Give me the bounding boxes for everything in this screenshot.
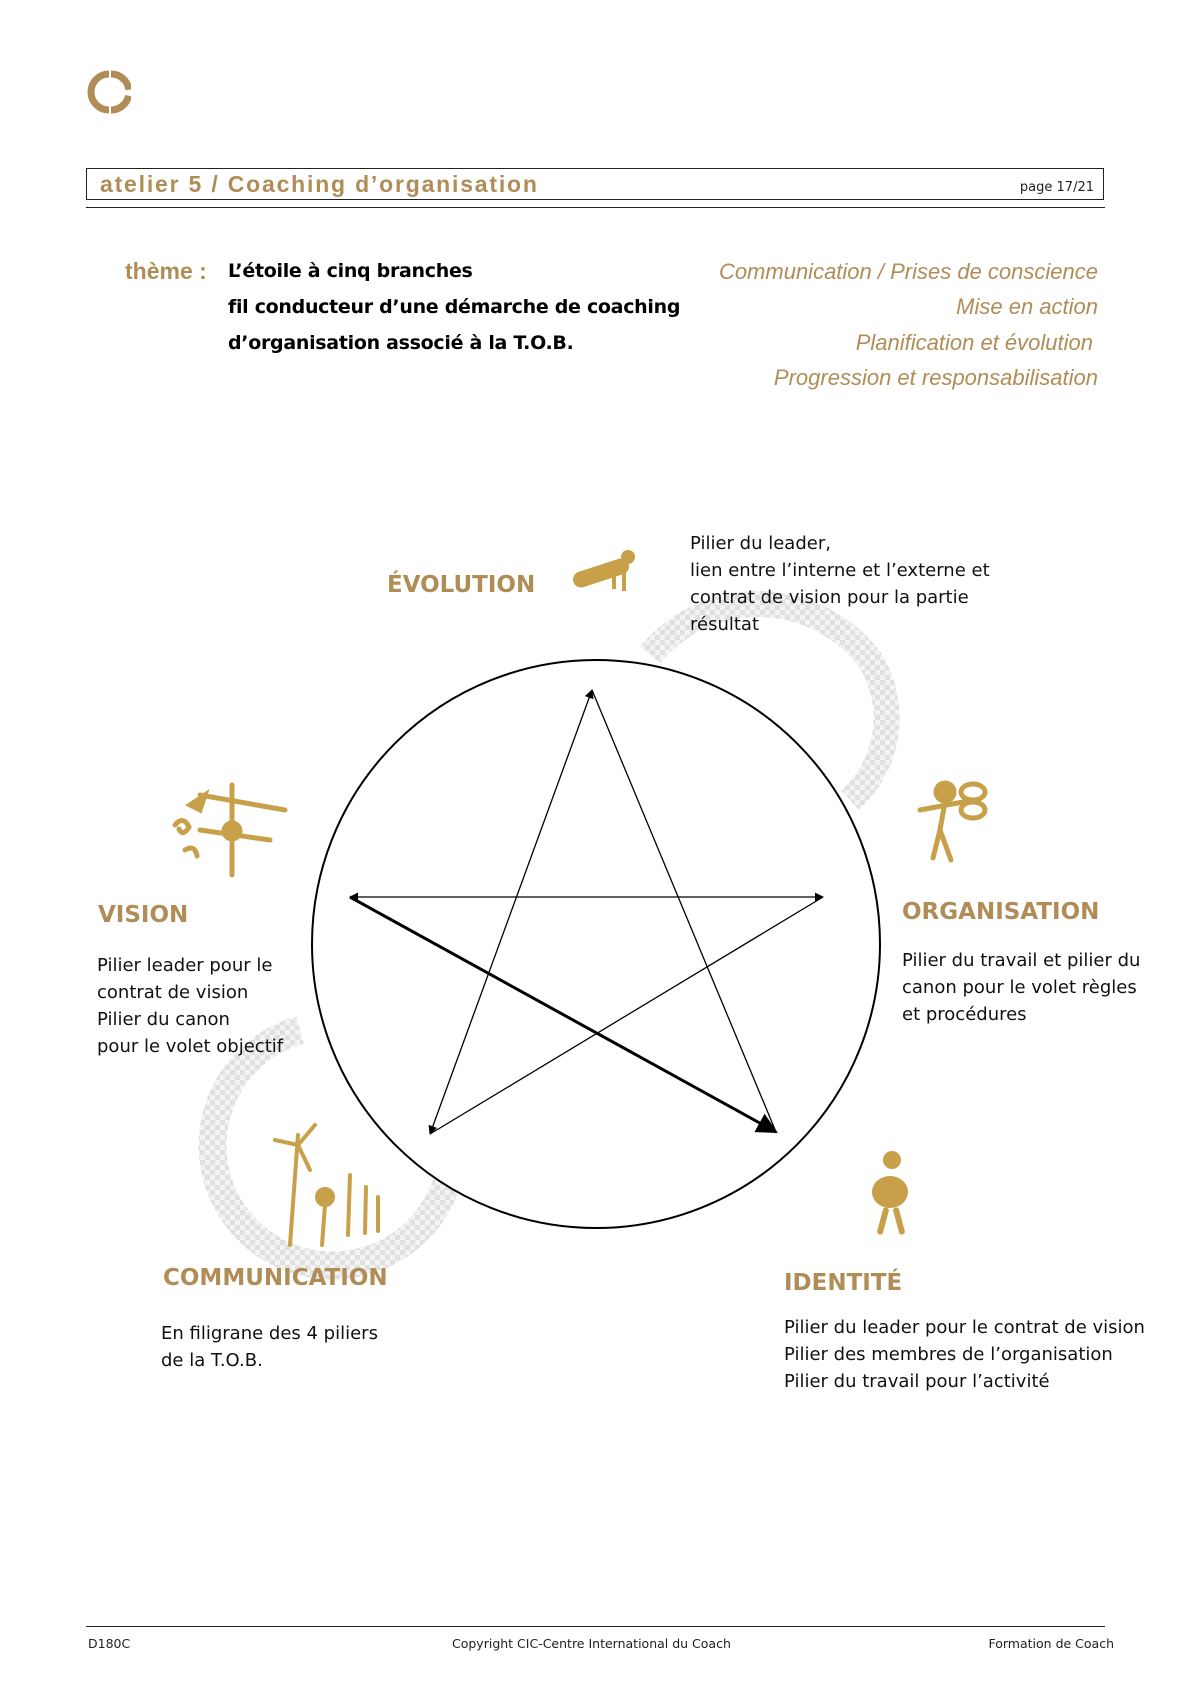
pillar-title-communication: COMMUNICATION xyxy=(163,1265,388,1291)
pillar-line: contrat de vision pour la partie xyxy=(690,587,969,608)
pillar-title-evolution: ÉVOLUTION xyxy=(387,572,536,598)
pillar-line: En filigrane des 4 piliers xyxy=(161,1323,378,1344)
pillar-line: Pilier leader pour le xyxy=(97,955,273,976)
footer-doc-code: D180C xyxy=(88,1636,131,1651)
pillar-line: contrat de vision xyxy=(97,982,249,1003)
weathervane-figure-icon xyxy=(175,785,285,875)
page-number: page 17/21 xyxy=(1019,180,1094,195)
carrying-figure-icon xyxy=(872,1151,908,1235)
pillar-line: de la T.O.B. xyxy=(161,1350,263,1371)
pillar-line: Pilier du leader, xyxy=(690,533,831,554)
pillar-text-communication xyxy=(161,1320,378,1374)
right-line-3: Planification et évolution xyxy=(855,330,1093,355)
theme-line-3: d’organisation associé à la T.O.B. xyxy=(228,332,574,354)
main-circle xyxy=(312,660,880,1228)
pillar-title-vision: VISION xyxy=(98,902,189,928)
theme-line-1: L’étoile à cinq branches xyxy=(228,260,473,282)
pillar-text-identite xyxy=(784,1314,1145,1395)
pillar-line: résultat xyxy=(690,614,760,635)
workshop-title: atelier 5 / Coaching d’organisation xyxy=(100,171,539,197)
theme-label: thème : xyxy=(125,258,207,284)
pillar-text-organisation xyxy=(902,947,1140,1028)
scissors-figure-icon xyxy=(920,783,985,860)
pillar-text-evolution xyxy=(690,530,990,638)
pillar-line: Pilier du travail et pilier du xyxy=(902,950,1141,971)
footer-program: Formation de Coach xyxy=(988,1636,1114,1651)
pillar-line: Pilier du canon xyxy=(97,1009,230,1030)
pillar-line: Pilier du travail pour l’activité xyxy=(784,1371,1050,1392)
pillar-text-vision xyxy=(97,952,283,1060)
windmills-figure-icon xyxy=(275,1125,378,1245)
footer-divider xyxy=(86,1626,1105,1627)
right-line-1: Communication / Prises de conscience xyxy=(718,259,1098,284)
pillar-line: lien entre l’interne et l’externe et xyxy=(690,560,990,581)
pillar-line: Pilier des membres de l’organisation xyxy=(784,1344,1113,1365)
theme-line-2: fil conducteur d’une démarche de coaching xyxy=(228,296,681,318)
footer-copyright: Copyright CIC-Centre International du Coach xyxy=(452,1636,731,1651)
pillar-line: canon pour le volet règles xyxy=(902,977,1137,998)
right-line-2: Mise en action xyxy=(956,294,1098,319)
pillar-title-identite: IDENTITÉ xyxy=(784,1270,903,1296)
scroll-figure-icon xyxy=(571,550,635,591)
pillar-line: Pilier du leader pour le contrat de vision xyxy=(784,1317,1145,1338)
pillar-title-organisation: ORGANISATION xyxy=(902,899,1100,925)
pillar-line: pour le volet objectif xyxy=(97,1036,284,1057)
right-line-4: Progression et responsabilisation xyxy=(773,365,1098,390)
pillar-line: et procédures xyxy=(902,1004,1027,1025)
